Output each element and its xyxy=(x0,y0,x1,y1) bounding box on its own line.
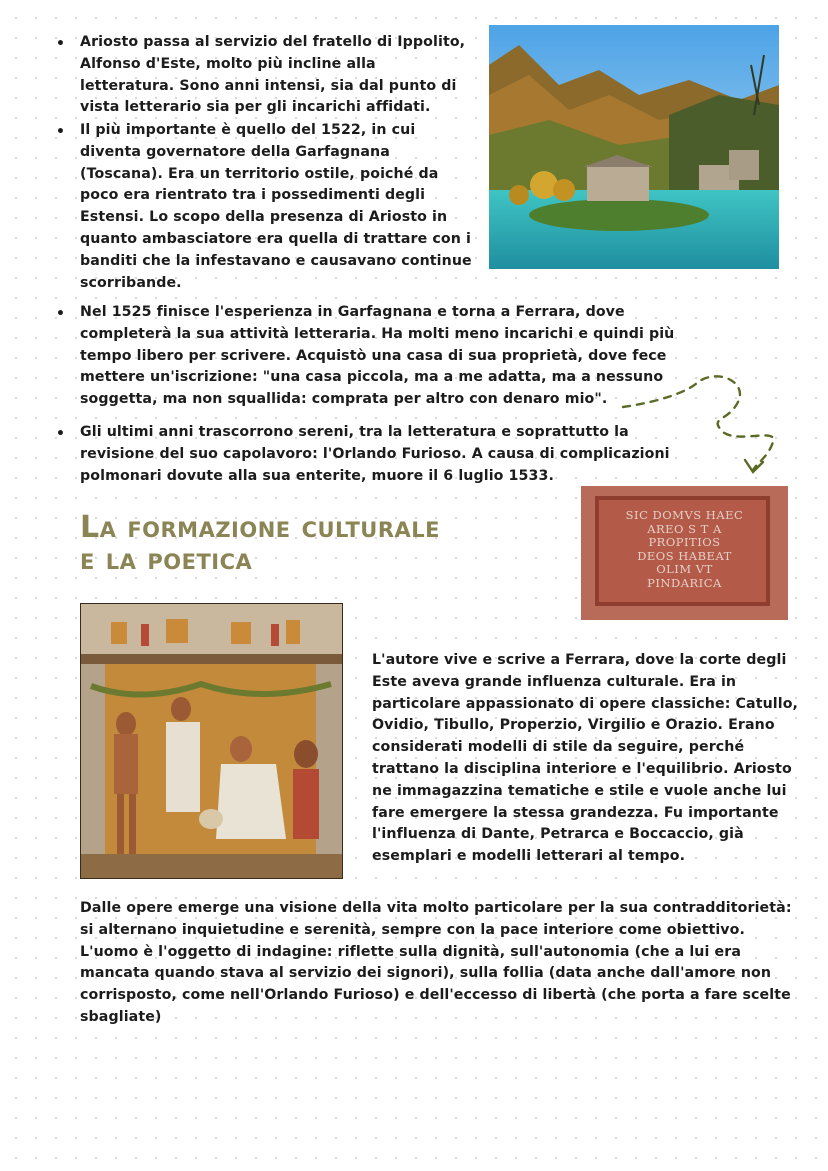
section-heading-line-1: La formazione culturale xyxy=(80,510,440,545)
bullet-marker: • xyxy=(56,426,65,442)
bullet-marker: • xyxy=(56,306,65,322)
section-heading xyxy=(80,512,440,576)
plaque-line: OLIM VT xyxy=(656,562,713,576)
paragraph-culture: L'autore vive e scrive a Ferrara, dove la corte degli Este aveva grande influenza culturale. Era in particolare appassionato di opere classiche: Catullo, Ovidio, Tibullo, Properzio, Virgilio e Orazio. Erano considerati modelli di stile da seguire, perché trattano la disciplina interiore e l'equilibrio. Ariosto ne immagazzina tematiche e stile e vuole anche lui fare emergere la stessa grandezza. Fu importante l'influenza di Dante, Petrarca e Boccaccio, già esemplari e modelli letterari al tempo. xyxy=(372,652,799,865)
landscape-photo xyxy=(489,25,779,269)
plaque-line: PINDARICA xyxy=(647,575,722,590)
plaque-line: DEOS HABEAT xyxy=(637,548,732,563)
bullet-text-1: Ariosto passa al servizio del fratello di Ippolito, Alfonso d'Este, molto più incline alla letteratura. Sono anni intensi, sia dal punto di vista letterario sia per gli incarichi affidati. xyxy=(80,34,466,116)
plaque-line: SIC DOMVS HAEC xyxy=(625,508,744,522)
plaque-line: PROPITIOS xyxy=(648,535,721,549)
bullet-text-3: Nel 1525 finisce l'esperienza in Garfagnana e torna a Ferrara, dove completerà la sua attività letteraria. Ha molti meno incarichi e quindi più tempo libero per scrivere. Acquistò una casa di sua proprietà, dove fece mettere un'iscrizione: "una casa piccola, ma a me adatta, ma a nessuno soggetta, ma non squallida: comprata per altro con denaro mio". xyxy=(80,304,675,408)
bullet-text-4: Gli ultimi anni trascorrono sereni, tra la letteratura e soprattutto la revisione del suo capolavoro: l'Orlando Furioso. A causa di complicazioni polmonari dovute alla sua enterite, muore il 6 luglio 1533. xyxy=(80,424,670,484)
paragraph-vision: Dalle opere emerge una visione della vita molto particolare per la sua contradditorietà: si alternano inquietudine e serenità, sempre con la pace interiore come obiettivo. L'uomo è l'oggetto di indagine: riflette sulla dignità, sull'autonomia (che a lui era mancata quando stava al servizio dei signori), sulla follia (data anche dall'amore non corrisposto, come nell'Orlando Furioso) e dell'eccesso di libertà (che porta a fare scelte sbagliate) xyxy=(80,900,792,1025)
bullet-text-2: Il più importante è quello del 1522, in cui diventa governatore della Garfagnana (Toscana). Era un territorio ostile, poiché da poco era rientrato tra i possedimenti degli Estensi. Lo scopo della presenza di Ariosto in quanto ambasciatore era quella di trattare con i banditi che la infestavano e causavano continue scorribande. xyxy=(80,122,472,291)
bullet-marker: • xyxy=(56,36,65,52)
section-heading-line-2: e la poetica xyxy=(80,542,253,577)
roman-fresco-image xyxy=(80,603,343,879)
bullet-marker: • xyxy=(56,124,65,140)
dashed-arrow-icon xyxy=(618,372,788,482)
latin-plaque xyxy=(581,486,788,620)
plaque-line: AREO S T A xyxy=(647,521,722,536)
